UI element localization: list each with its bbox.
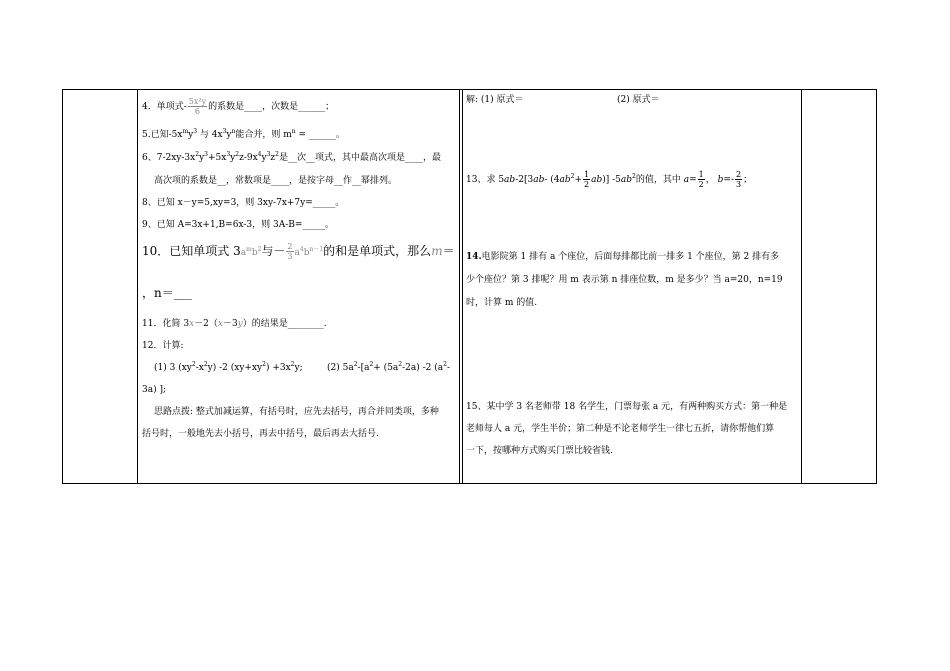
question-10-continued: ，n＝___ — [142, 286, 192, 300]
column-divider — [137, 89, 138, 483]
question-14-line-1: 14.电影院第 1 排有 a 个座位，后面每排都比前一排多 1 个座位，第 2 排有多 — [466, 252, 780, 262]
question-5: 5.已知$-5x^my^3$ 与 $4x^3y^n$能合并，则 $m^n$ = ______。 — [142, 128, 345, 140]
question-15-line-1: 15、某中学 3 名老师带 18 名学生，门票每张 a 元，有两种购买方式：第一种是 — [466, 402, 788, 412]
question-12-part-2-continued: 3a) ]; — [142, 385, 167, 395]
table-bottom-border — [62, 483, 877, 484]
fraction: $\frac{\text{5x²y}}{6}$ — [188, 97, 207, 116]
question-15-line-3: 一下，按哪种方式购买门票比较省钱. — [466, 446, 613, 456]
column-divider — [459, 89, 460, 483]
question-6-continued: 高次项的系数是__，常数项是____，是按字母__作__幂排列。 — [154, 176, 398, 186]
question-12-part-2: (2) $5a^2-[a^2+ (5a^2-2a)$ -2 ($a^2-$ — [327, 361, 451, 373]
question-12: 12．计算: — [142, 341, 184, 351]
question-8: 8、已知 x－y=5,xy=3，则 3xy-7x+7y=_____。 — [142, 198, 345, 208]
column-divider — [876, 89, 877, 483]
question-10: 10．已知单项式 $3a^mb^2$与－ $\frac{2}{3}$ $a^4b^{n-1}$的和是单项式，那么m＝ — [142, 242, 455, 261]
table-top-border — [62, 89, 877, 90]
question-15-line-2: 老师每人 a 元，学生半价；第二种是不论老师学生一律七五折，请你帮他们算 — [466, 424, 775, 434]
fraction: $\frac{2}{3}$ — [736, 170, 742, 189]
question-12-part-1: (1) 3 $(xy^2-x^2y)$ -2 $(xy+xy^2) +3x^2y$; — [154, 361, 303, 373]
hint-line-2: 括号时，一般地先去小括号，再去中括号，最后再去大括号. — [142, 429, 379, 439]
worksheet-table — [62, 89, 877, 484]
question-14-line-3: 时，计算 m 的值. — [466, 298, 538, 308]
question-13: 13、求 5ab-2[3ab- ($4ab^2+$ $\frac{1}{2}$ ab)] $-5ab^2$的值，其中 a= $\frac{1}{2}$ ， b=- $\frac{2}{3}$ ； — [466, 170, 753, 189]
question-11: 11．化简 3x－2（x－3y）的结果是________. — [142, 319, 327, 329]
column-divider — [801, 89, 802, 483]
column-divider — [462, 89, 463, 483]
question-6: 6、$7-2xy-3x^2y^3+5x^3y^2z-9x^4y^3z^2$是__次__项式，其中最高次项是____，最 — [142, 151, 442, 163]
solution-line: 解: (1) 原式＝ — [466, 95, 524, 105]
question-4: 4．单项式- $\frac{\text{5x²y}}{6}$ 的系数是____，次数是______； — [142, 97, 335, 116]
fraction: $\frac{1}{2}$ — [584, 170, 590, 189]
column-divider — [62, 89, 63, 483]
question-14-line-2: 少个座位？第 3 排呢？用 m 表示第 n 排座位数，m 是多少？当 a=20，n=19 — [466, 275, 783, 285]
hint-line-1: 思路点拨: 整式加减运算，有括号时，应先去括号，再合并同类项，多种 — [154, 407, 439, 417]
fraction: $\frac{1}{2}$ — [698, 170, 704, 189]
fraction: $\frac{2}{3}$ — [287, 242, 293, 261]
question-9: 9、已知 A=3x+1,B=6x-3，则 3A-B=_____。 — [142, 220, 334, 230]
solution-line-part-2: (2) 原式＝ — [617, 95, 660, 105]
